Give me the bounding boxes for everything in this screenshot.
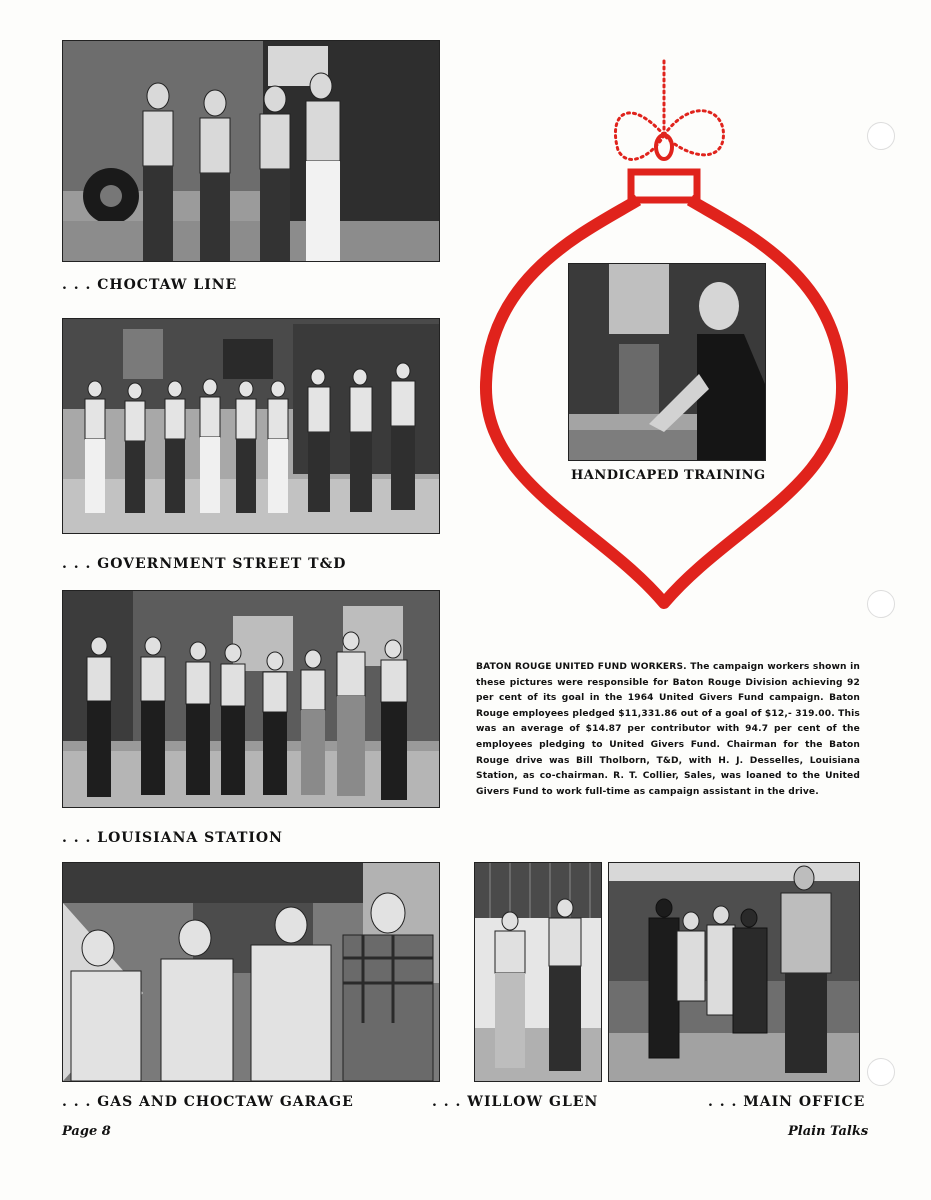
photo-willow-glen — [474, 862, 602, 1082]
photo-choctaw-line — [62, 40, 440, 262]
caption-louisiana-station: . . . LOUISIANA STATION — [62, 830, 283, 846]
caption-willow-glen: . . . WILLOW GLEN — [432, 1094, 599, 1110]
article-united-fund-workers — [476, 660, 860, 800]
caption-gas-choctaw-garage: . . . GAS AND CHOCTAW GARAGE — [62, 1094, 354, 1110]
binder-hole-middle — [867, 590, 895, 618]
caption-choctaw-line: . . . CHOCTAW LINE — [62, 277, 238, 293]
photo-louisiana-station — [62, 590, 440, 808]
photo-government-street — [62, 318, 440, 534]
photo-handicaped-training — [568, 263, 766, 461]
caption-main-office: . . . MAIN OFFICE — [708, 1094, 866, 1110]
binder-hole-bottom — [867, 1058, 895, 1086]
caption-handicaped-training: HANDICAPED TRAINING — [571, 468, 766, 483]
binder-hole-top — [867, 122, 895, 150]
photo-main-office — [608, 862, 860, 1082]
photo-gas-choctaw-garage — [62, 862, 440, 1082]
page-number: Page 8 — [62, 1124, 111, 1139]
caption-government-street: . . . GOVERNMENT STREET T&D — [62, 556, 347, 572]
article-body: The campaign workers shown in these pictures were responsible for Baton Rouge Division achieving 92 per cent of its goal in the 1964 United Givers Fund campaign. Baton Rouge employees pledged $11,331.86 out of a goal of $12,- 319.00. This was an average of $14.87 per contributor with 94.7 per cent of the employees pledging to United Givers Fund. Chairman for the Baton Rouge drive was Bill Tholborn, T&D, with H. J. Desselles, Louisiana Station, as co-chairman. R. T. Collier, Sales, was loaned to the United Givers Fund to work full-time as campaign assistant in the drive. — [476, 662, 860, 797]
article-headline: BATON ROUGE UNITED FUND WORKERS. — [476, 662, 687, 672]
publication-name: Plain Talks — [788, 1124, 869, 1139]
